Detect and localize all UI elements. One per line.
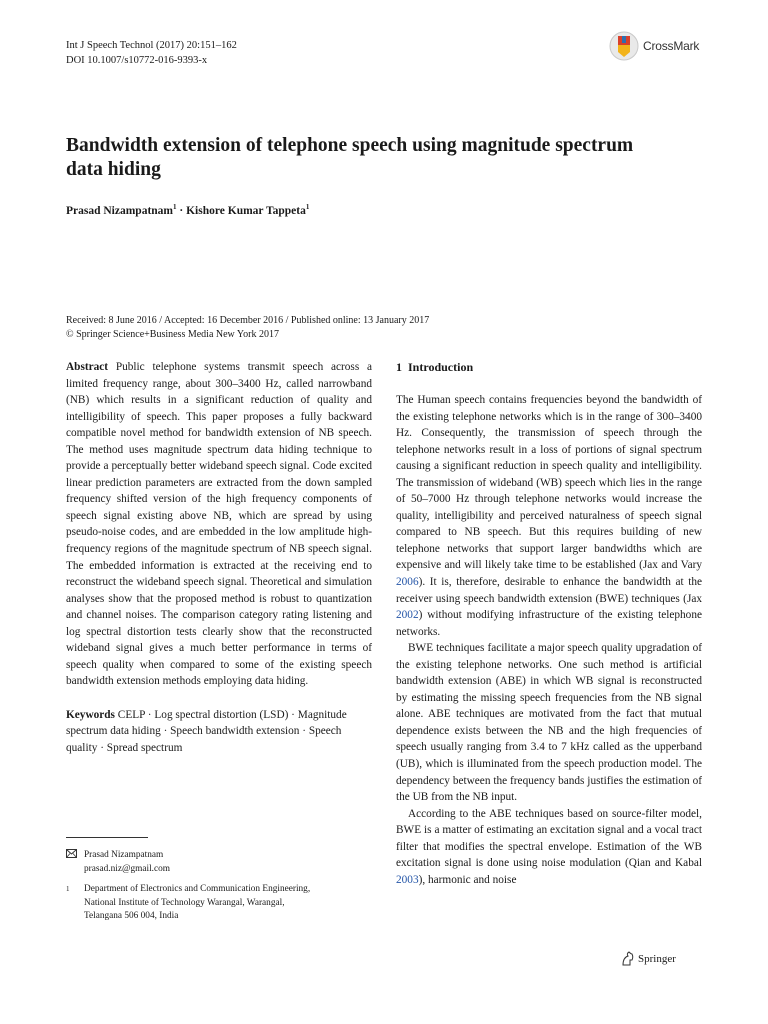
article-title: Bandwidth extension of telephone speech using magnitude spectrum data hiding (66, 135, 634, 180)
journal-citation: Int J Speech Technol (2017) 20:151–162 (66, 40, 237, 51)
affiliation-marker: 1 (173, 203, 177, 211)
correspondence-footnote (66, 849, 170, 876)
affiliation-mark: 1 (66, 885, 70, 893)
author-list (66, 203, 309, 217)
affiliation-marker: 1 (305, 203, 310, 211)
citation-link[interactable]: 2002 (396, 609, 419, 622)
section-number: 1 (396, 360, 402, 374)
affiliation-line: Department of Electronics and Communication Engineering, (84, 884, 311, 894)
copyright-line: © Springer Science+Business Media New York 2017 (66, 329, 279, 340)
abstract (66, 359, 372, 690)
left-column (66, 359, 372, 757)
citation-link[interactable]: 2006 (396, 576, 419, 589)
section-title-text: Introduction (408, 360, 474, 374)
paragraph-text: According to the ABE techniques based on source-filter model, BWE is a matter of estimating an excitation signal and a vocal tract filter that modifies the spectral envelope. Estimation of the WB excitation signal is done using noise modulation (Qian and Kabal (396, 807, 702, 870)
journal-header (66, 38, 237, 68)
affiliation-line: National Institute of Technology Warangal, Warangal, (84, 897, 285, 908)
citation-link[interactable]: 2003 (396, 873, 419, 886)
right-column (396, 359, 702, 888)
paragraph: BWE techniques facilitate a major speech quality upgradation of the existing telephone networks. One such method is artificial bandwidth extension (ABE) in which WB signal is reconstructed by estimating the missing speech frequencies from the NB signal alone. ABE techniques are motivated from the fact that mutual dependence exists between the NB and the high frequencies of speech usually ranging from 3.4 to 7 kHz called as the upperband (UB), which is illuminated from the speech production model. The dependency between the frequency bands justifies the estimation of the UB from the NB input. (396, 642, 702, 804)
publisher-name: Springer (638, 952, 676, 965)
paragraph (396, 806, 702, 889)
dates-line: Received: 8 June 2016 / Accepted: 16 December 2016 / Published online: 13 January 2017 (66, 315, 430, 326)
keywords (66, 707, 372, 757)
envelope-icon (66, 849, 82, 864)
publisher-footer (621, 951, 676, 966)
paragraph-text: The Human speech contains frequencies beyond the bandwidth of the existing telephone networks which is in the range of 300–3400 Hz. Consequently, the transmission of speech through the telephone networks result in a loss of portions of signal spectrum causing a significant reduction in speech quality and intelligibility. The transmission of wideband (WB) speech which lies in the range of 50–7000 Hz through telephone networks would increase the quality, intelligibility and perceived naturalness of speech signal compared to NB speech. But this requires building of new telephone networks that support larger bandwidths which are expensive and will likely take time to be established (Jax and Vary (396, 394, 702, 572)
crossmark-label: CrossMark (643, 39, 700, 53)
paragraph (396, 392, 702, 640)
keywords-text: CELP · Log spectral distortion (LSD) · Magnitude spectrum data hiding · Speech bandwidth extension · Speech quality · Spread spectrum (66, 708, 347, 755)
footnote-divider (66, 837, 148, 838)
paragraph-text: ). It is, therefore, desirable to enhance the bandwidth at the receiver using speech bandwidth extension (BWE) techniques (Jax (396, 576, 702, 605)
author-name[interactable]: Kishore Kumar Tappeta (186, 204, 306, 217)
contact-email[interactable]: prasad.niz@gmail.com (84, 863, 171, 874)
affiliation-line: Telangana 506 004, India (84, 911, 179, 921)
section-heading (396, 359, 702, 375)
abstract-text: Public telephone systems transmit speech across a limited frequency range, about 300–3400 Hz, called narrowband (NB) which results in a significant reduction of quality and intelligibility of speech. This paper proposes a fully backward compatible novel method for bandwidth extension of NB speech. The method uses magnitude spectrum data hiding technique to provide a perceptually better wideband speech signal. Code excited linear prediction parameters are extracted from the down sampled frequency shifted version of the high frequency components of speech signal existing above NB, which are spread by using pseudo-noise codes, and are embedded in the low amplitude high-frequency regions of the magnitude spectrum of NB speech signal. The embedded information is extracted at the receiving end to reconstruct the wideband speech signal. Theoretical and simulation analyses show that the proposed method is robust to quantization and channel noises. The comparison category rating listening and log spectral distortion tests clearly show that the reconstructed wideband signal gives a much better performance in terms of speech quality when compared to some of the existing speech bandwidth extension methods employing data hiding. (66, 361, 373, 688)
doi[interactable]: DOI 10.1007/s10772-016-9393-x (66, 55, 208, 66)
affiliation-footnote (66, 883, 310, 924)
keywords-label: Keywords (66, 708, 115, 721)
author-name[interactable]: Prasad Nizampatnam (66, 204, 174, 217)
springer-horse-icon (621, 951, 635, 966)
paragraph-text: ) without modifying infrastructure of the existing telephone networks. (396, 609, 702, 638)
article-history (66, 314, 429, 342)
author-separator: · (176, 204, 187, 217)
crossmark-badge[interactable] (609, 30, 699, 62)
crossmark-icon (609, 30, 639, 62)
abstract-label: Abstract (66, 361, 109, 373)
paragraph-text: ), harmonic and noise (418, 873, 517, 886)
contact-name: Prasad Nizampatnam (84, 850, 164, 860)
